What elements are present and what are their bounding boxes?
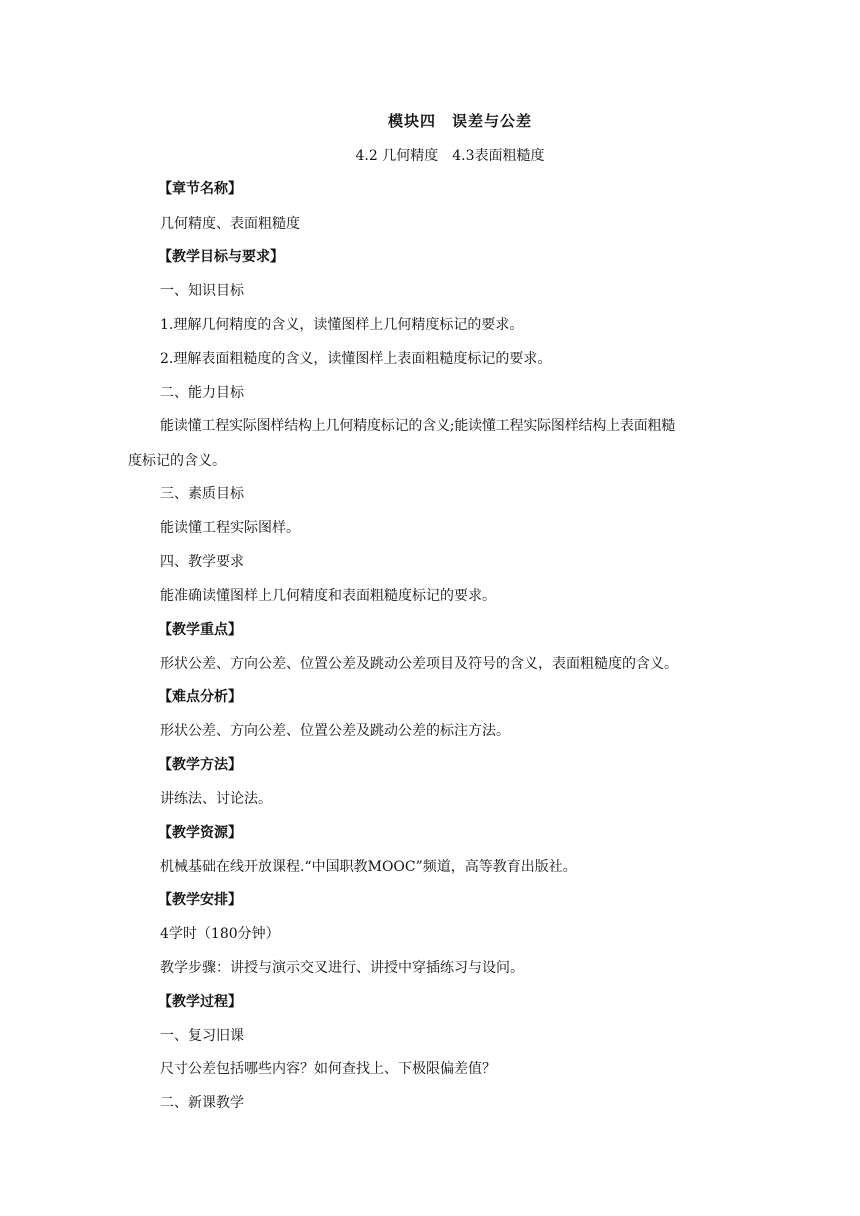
paragraph-schedule-steps: 教学步骤：讲授与演示交叉进行、讲授中穿插练习与设问。 — [160, 960, 524, 976]
paragraph-chapter-name: 几何精度、表面粗糙度 — [160, 216, 300, 232]
paragraph-resources: 机械基础在线开放课程.“中国职教MOOC”频道，高等教育出版社。 — [160, 859, 577, 875]
page-title: 模块四 误差与公差 — [387, 112, 532, 130]
paragraph-requirements: 能准确读懂图样上几何精度和表面粗糙度标记的要求。 — [160, 588, 496, 604]
page-subtitle: 4.2 几何精度 4.3表面粗糙度 — [355, 148, 545, 164]
paragraph-schedule-hours: 4学时（180分钟） — [160, 926, 280, 942]
paragraph-key-points: 形状公差、方向公差、位置公差及跳动公差项目及符号的含义，表面粗糙度的含义。 — [160, 656, 678, 672]
paragraph-methods: 讲练法、讨论法。 — [160, 791, 272, 807]
section-heading-process: 【教学过程】 — [158, 994, 242, 1010]
paragraph-ability: 能读懂工程实际图样结构上几何精度标记的含义;能读懂工程实际图样结构上表面粗糙 — [160, 418, 676, 434]
section-heading-methods: 【教学方法】 — [158, 757, 242, 773]
section-heading-resources: 【教学资源】 — [158, 825, 242, 841]
list-item-knowledge-2: 2.理解表面粗糙度的含义，读懂图样上表面粗糙度标记的要求。 — [160, 351, 552, 367]
section-heading-difficulties: 【难点分析】 — [158, 689, 242, 705]
subheading-requirements: 四、教学要求 — [160, 554, 244, 570]
section-heading-objectives: 【教学目标与要求】 — [158, 249, 284, 265]
paragraph-ability-continued: 度标记的含义。 — [128, 453, 226, 469]
subheading-knowledge: 一、知识目标 — [160, 283, 244, 299]
paragraph-review: 尺寸公差包括哪些内容？如何查找上、下极限偏差值？ — [160, 1061, 496, 1077]
subheading-ability: 二、能力目标 — [160, 385, 244, 401]
list-item-knowledge-1: 1.理解几何精度的含义，读懂图样上几何精度标记的要求。 — [160, 317, 524, 333]
section-heading-key-points: 【教学重点】 — [158, 622, 242, 638]
subheading-quality: 三、素质目标 — [160, 486, 244, 502]
section-heading-chapter-name: 【章节名称】 — [158, 181, 242, 197]
subheading-review: 一、复习旧课 — [160, 1028, 244, 1044]
subheading-new-lesson: 二、新课教学 — [160, 1095, 244, 1111]
paragraph-difficulties: 形状公差、方向公差、位置公差及跳动公差的标注方法。 — [160, 723, 510, 739]
section-heading-schedule: 【教学安排】 — [158, 892, 242, 908]
paragraph-quality: 能读懂工程实际图样。 — [160, 520, 300, 536]
